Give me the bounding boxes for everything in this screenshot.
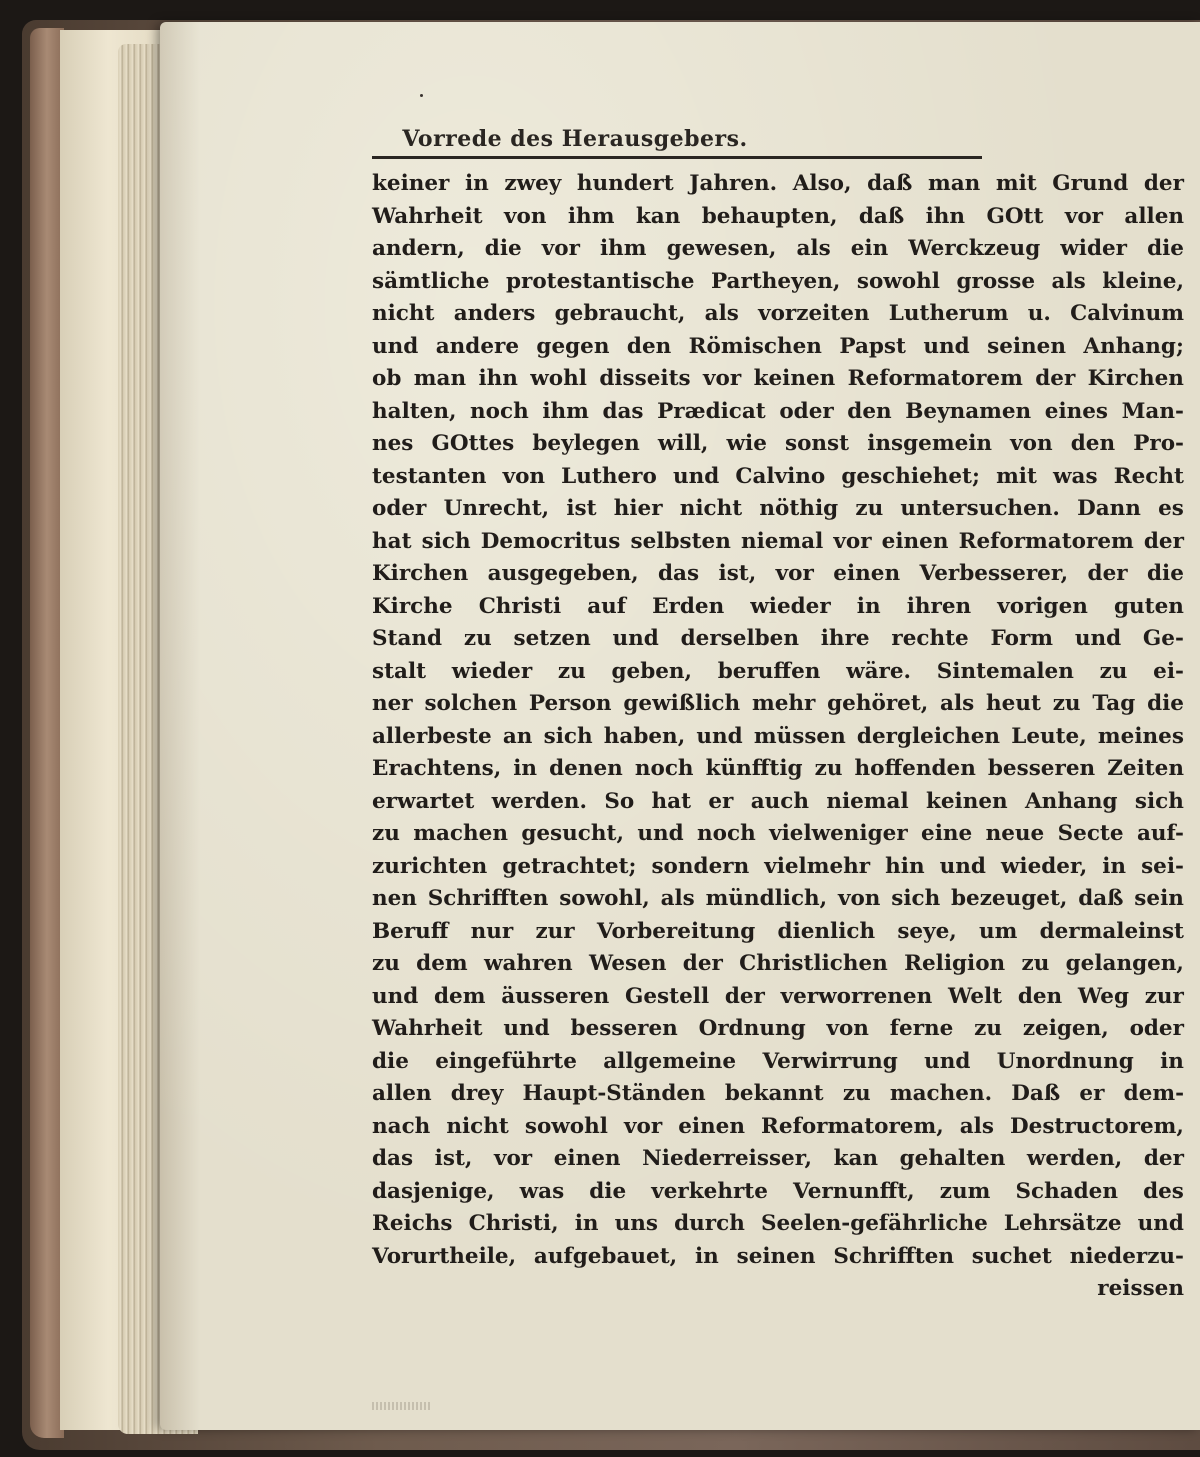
text-line: halten, noch ihm das Prædicat oder den Beynamen eines Man- (372, 398, 1184, 424)
cover-spine-edge (30, 28, 64, 1438)
text-line: ob man ihn wohl disseits vor keinen Reformatorem der Kirchen (372, 366, 1184, 391)
text-line: zu dem wahren Wesen der Christlichen Religion zu gelangen, (372, 951, 1184, 976)
text-line: sämtliche protestantische Partheyen, sowohl grosse als kleine, (372, 268, 1184, 294)
text-line: das ist, vor einen Niederreisser, kan gehalten werden, der (372, 1146, 1184, 1171)
text-line: nes GOttes beylegen will, wie sonst insgemein von den Pro- (372, 431, 1184, 456)
text-line: stalt wieder zu geben, beruffen wäre. Sintemalen zu ei- (372, 658, 1184, 684)
text-line: keiner in zwey hundert Jahren. Also, daß man mit Grund der (372, 171, 1184, 196)
body-text (372, 168, 1184, 1306)
text-line: nicht anders gebraucht, als vorzeiten Lutherum u. Calvinum (372, 301, 1184, 326)
ink-speck (420, 94, 423, 97)
text-line: zurichten getrachtet; sondern vielmehr hin und wieder, in sei- (372, 853, 1184, 879)
text-line: Erachtens, in denen noch künfftig zu hoffenden besseren Zeiten (372, 756, 1184, 781)
text-line: oder Unrecht, ist hier nicht nöthig zu untersuchen. Dann es (372, 496, 1184, 521)
text-line: Kirche Christi auf Erden wieder in ihren vorigen guten (372, 593, 1184, 619)
text-line: und dem äusseren Gestell der verworrenen Welt den Weg zur (372, 983, 1184, 1009)
text-line: hat sich Democritus selbsten niemal vor einen Reformatorem der (372, 528, 1184, 554)
text-line: Reichs Christi, in uns durch Seelen-gefährliche Lehrsätze und (372, 1211, 1184, 1236)
text-line: testanten von Luthero und Calvino geschiehet; mit was Recht (372, 463, 1184, 489)
text-line: die eingeführte allgemeine Verwirrung und Unordnung in (372, 1048, 1184, 1074)
text-line: nach nicht sowohl vor einen Reformatorem, als Destructorem, (372, 1113, 1184, 1139)
print-smudge (372, 1402, 432, 1410)
text-line: Beruff nur zur Vorbereitung dienlich seye, um dermaleinst (372, 918, 1184, 944)
text-line: Wahrheit von ihm kan behaupten, daß ihn GOtt vor allen (372, 203, 1184, 229)
text-line: andern, die vor ihm gewesen, als ein Werckzeug wider die (372, 236, 1184, 261)
text-line: dasjenige, was die verkehrte Vernunfft, zum Schaden des (372, 1178, 1184, 1204)
text-line: ner solchen Person gewißlich mehr gehöret, als heut zu Tag die (372, 691, 1184, 716)
running-header: Vorrede des Herausgebers. (402, 126, 748, 152)
text-line: nen Schrifften sowohl, als mündlich, von sich bezeuget, daß sein (372, 886, 1184, 911)
catchword: reissen (1097, 1276, 1184, 1301)
header-rule (372, 156, 982, 159)
text-line: erwartet werden. So hat er auch niemal keinen Anhang sich (372, 788, 1184, 814)
text-line: zu machen gesucht, und noch vielweniger eine neue Secte auf- (372, 821, 1184, 846)
text-line: Stand zu setzen und derselben ihre rechte Form und Ge- (372, 626, 1184, 651)
text-line: allerbeste an sich haben, und müssen dergleichen Leute, meines (372, 723, 1184, 749)
text-line: Vorurtheile, aufgebauet, in seinen Schrifften suchet niederzu- (372, 1243, 1184, 1269)
text-line: und andere gegen den Römischen Papst und seinen Anhang; (372, 333, 1184, 359)
text-line: Wahrheit und besseren Ordnung von ferne zu zeigen, oder (372, 1016, 1184, 1041)
text-line: allen drey Haupt-Ständen bekannt zu machen. Daß er dem- (372, 1081, 1184, 1106)
text-line: Kirchen ausgegeben, das ist, vor einen Verbesserer, der die (372, 561, 1184, 586)
